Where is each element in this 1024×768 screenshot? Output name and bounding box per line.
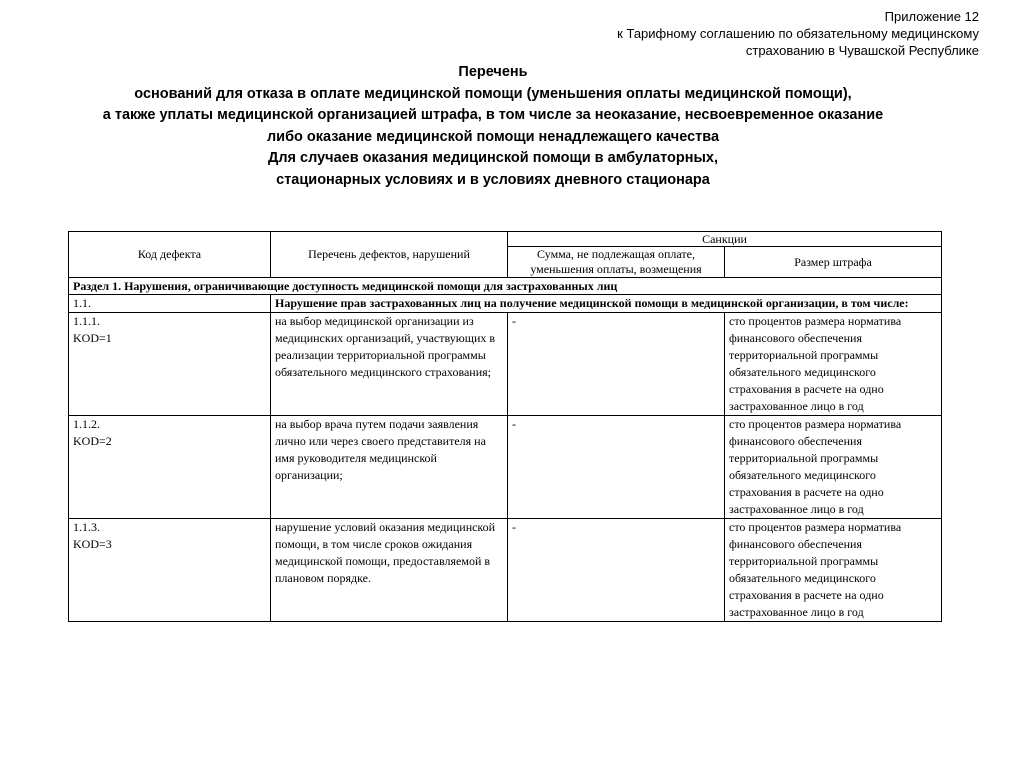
appendix-line-2: к Тарифному соглашению по обязательному медицинскому — [617, 26, 979, 41]
title-line-3: а также уплаты медицинской организацией штрафа, в том числе за неоказание, несвоевременное оказание — [102, 107, 884, 123]
title-line-4: либо оказание медицинской помощи ненадлежащего качества — [266, 128, 720, 145]
row-kod: KOD=2 — [73, 434, 112, 448]
header-sanctions: Санкции — [508, 232, 942, 247]
header-sum: Сумма, не подлежащая оплате, уменьшения оплаты, возмещения — [508, 247, 725, 278]
row-fine: сто процентов размера норматива финансового обеспечения территориальной программы обязательного медицинского страхования в расчете на одно застрахованное лицо в год — [725, 519, 942, 622]
title-line-6: стационарных условиях и в условиях дневного стационара — [276, 171, 710, 188]
row-code-cell — [69, 416, 271, 519]
title-line-1: Перечень — [458, 64, 528, 80]
row-defect: на выбор врача путем подачи заявления лично или через своего представителя на имя руководителя медицинской организации; — [271, 416, 508, 519]
row-code: 1.1.2. — [73, 417, 100, 431]
appendix-line-1: Приложение 12 — [884, 9, 979, 24]
row-code-cell — [69, 519, 271, 622]
row-defect: на выбор медицинской организации из медицинских организаций, участвующих в реализации территориальной программы обязательного медицинского страхования; — [271, 313, 508, 416]
row-sum: - — [508, 416, 725, 519]
row-code: 1.1.3. — [73, 520, 100, 534]
row-fine: сто процентов размера норматива финансового обеспечения территориальной программы обязательного медицинского страхования в расчете на одно застрахованное лицо в год — [725, 313, 942, 416]
title-line-2: оснований для отказа в оплате медицинской помощи (уменьшения оплаты медицинской помощи), — [134, 85, 852, 102]
table-row — [69, 313, 942, 416]
table-row — [69, 416, 942, 519]
table-row — [69, 295, 942, 313]
header-code: Код дефекта — [69, 232, 271, 278]
row-code: 1.1.1. — [73, 314, 100, 328]
row-sum: - — [508, 313, 725, 416]
appendix-note — [617, 8, 979, 59]
row-code-cell — [69, 313, 271, 416]
row-fine: сто процентов размера норматива финансового обеспечения территориальной программы обязательного медицинского страхования в расчете на одно застрахованное лицо в год — [725, 416, 942, 519]
document-title — [0, 62, 986, 191]
appendix-line-3: страхованию в Чувашской Республике — [745, 43, 979, 58]
table-row — [69, 519, 942, 622]
title-line-5: Для случаев оказания медицинской помощи в амбулаторных, — [268, 150, 718, 166]
row-defect: нарушение условий оказания медицинской помощи, в том числе сроков ожидания медицинской помощи, предоставляемой в плановом порядке. — [271, 519, 508, 622]
section-row — [69, 278, 942, 295]
header-defects: Перечень дефектов, нарушений — [271, 232, 508, 278]
item-1-1-text: Нарушение прав застрахованных лиц на получение медицинской помощи в медицинской организации, в том числе: — [271, 295, 942, 313]
defects-table — [68, 231, 942, 622]
item-1-1-code: 1.1. — [69, 295, 271, 313]
row-kod: KOD=3 — [73, 537, 112, 551]
header-fine: Размер штрафа — [725, 247, 942, 278]
row-sum: - — [508, 519, 725, 622]
header-row — [69, 232, 942, 247]
row-kod: KOD=1 — [73, 331, 112, 345]
section-1-title: Раздел 1. Нарушения, ограничивающие доступность медицинской помощи для застрахованных лиц — [69, 278, 942, 295]
